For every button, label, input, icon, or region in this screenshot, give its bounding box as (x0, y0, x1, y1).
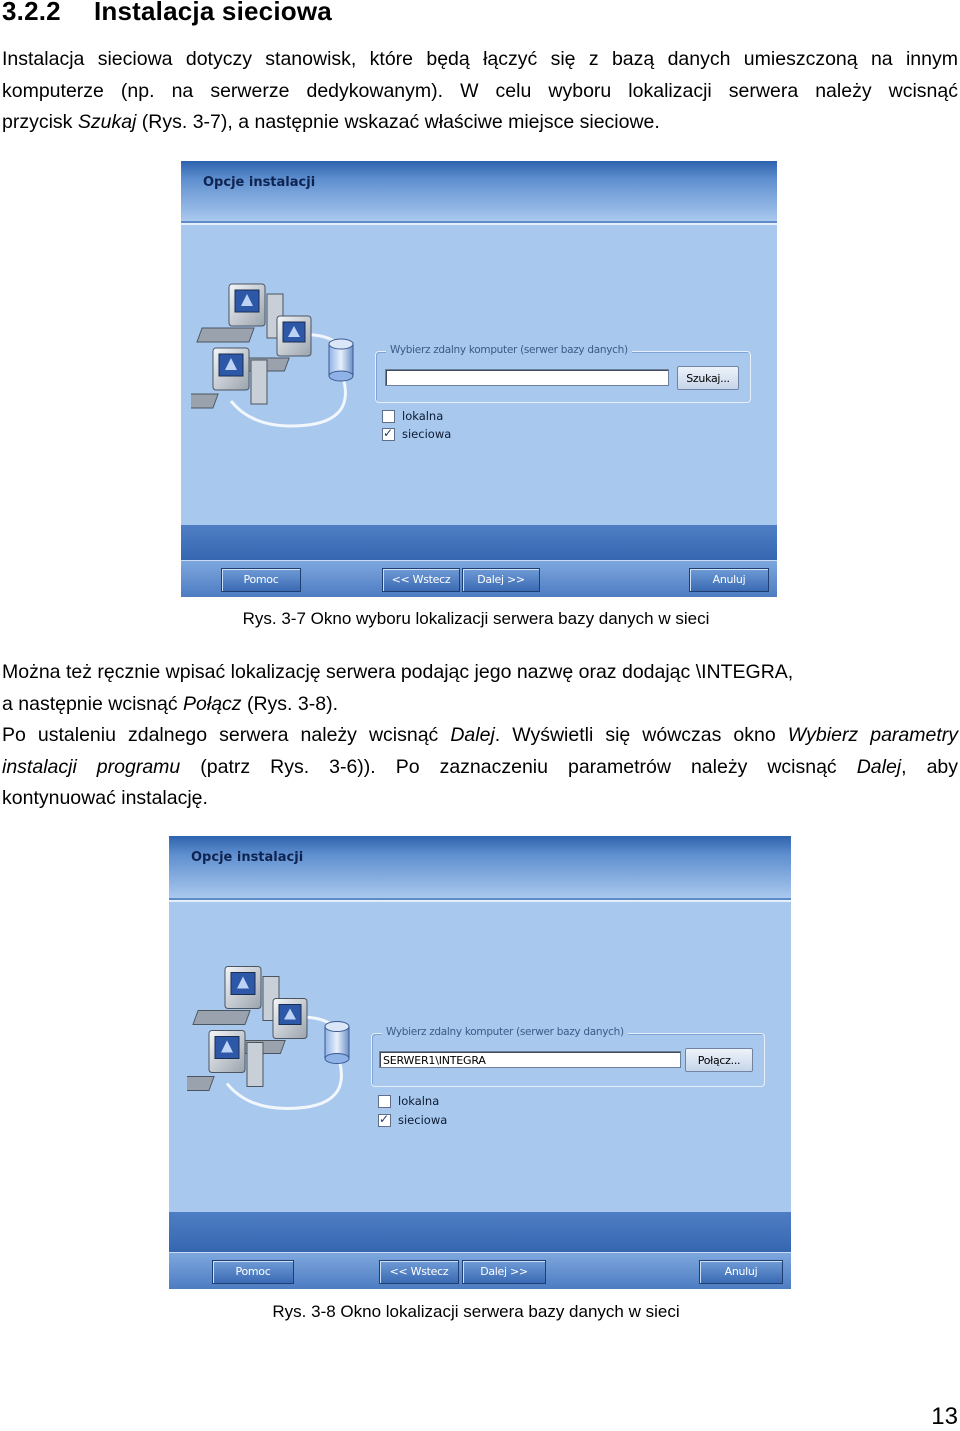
back-button[interactable]: << Wstecz (379, 1260, 459, 1284)
para2-line-1 (2, 720, 958, 752)
para2-line-2 (2, 752, 958, 784)
server-group (375, 344, 751, 403)
network-check-mark: ✓ (379, 1112, 390, 1126)
dialog-footer-band (169, 1212, 791, 1252)
intro-line-3 (2, 107, 958, 139)
dialog-button-bar (169, 1252, 791, 1289)
intro-paragraph (2, 44, 958, 139)
option-local-label: lokalna (398, 1094, 440, 1108)
page-number: 13 (931, 1403, 958, 1430)
para2-emphasis-dalej: Dalej (450, 724, 495, 746)
para1-line-1: Można też ręcznie wpisać lokalizację serwera podając jego nazwę oraz dodając \INTEGRA, (2, 661, 794, 683)
computer-1 (193, 967, 279, 1025)
dialog-button-bar (181, 560, 777, 597)
figure2-dialog (169, 836, 791, 1289)
figure2-caption: Rys. 3-8 Okno lokalizacji serwera bazy danych w sieci (272, 1302, 680, 1321)
option-network-label: sieciowa (402, 427, 452, 441)
dialog-header (169, 836, 791, 900)
computer-3 (187, 1031, 263, 1091)
intro-line-1: Instalacja sieciowa dotyczy stanowisk, które będą łączyć się z bazą danych umieszczoną na innym (2, 48, 958, 70)
para2-text: (patrz Rys. 3-6)). Po zaznaczeniu parametrów należy wcisnąć (180, 755, 857, 778)
para2-emphasis-dalej: Dalej (856, 755, 902, 778)
para2-text: . Wyświetli się wówczas okno (494, 724, 788, 746)
para2-text: Po ustaleniu zdalnego serwera należy wcisnąć (2, 724, 451, 746)
para2-text: , aby (901, 755, 959, 778)
checkbox-network[interactable] (382, 428, 395, 441)
checkbox-network[interactable] (378, 1114, 391, 1127)
server-group (371, 1026, 765, 1087)
connect-button[interactable]: Połącz... (685, 1048, 753, 1072)
para1-text: a następnie wcisnąć (2, 692, 184, 715)
back-button[interactable]: << Wstecz (382, 568, 460, 592)
checkbox-local[interactable] (382, 410, 395, 423)
computer-1 (197, 284, 283, 342)
option-local-label: lokalna (402, 409, 444, 423)
section-number: 3.2.2 (2, 0, 61, 26)
checkbox-local[interactable] (378, 1095, 391, 1108)
server-group-legend: Wybierz zdalny komputer (serwer bazy danych) (382, 1026, 628, 1038)
figure1-caption: Rys. 3-7 Okno wyboru lokalizacji serwera bazy danych w sieci (242, 609, 710, 628)
intro-line-2: komputerze (np. na serwerze dedykowanym). W celu wyboru lokalizacji serwera należy wcisnąć (2, 79, 958, 102)
para1-emphasis-polacz: Połącz (183, 692, 242, 715)
para2-emphasis-window-name: Wybierz parametry (787, 724, 958, 746)
network-computers-icon (187, 956, 367, 1126)
intro-text: przycisk (2, 111, 78, 133)
dialog-title: Opcje instalacji (203, 175, 316, 190)
dialog-title: Opcje instalacji (191, 850, 304, 865)
dialog-footer-band (181, 525, 777, 561)
section-heading (2, 0, 332, 27)
help-button[interactable]: Pomoc (221, 568, 301, 592)
intro-text: (Rys. 3-7), a następnie wskazać właściwe miejsce sieciowe. (136, 111, 660, 133)
figure1-dialog (181, 161, 777, 597)
search-button[interactable]: Szukaj... (677, 366, 739, 390)
option-network-label: sieciowa (398, 1113, 448, 1127)
computer-3 (191, 348, 267, 408)
next-button[interactable]: Dalej >> (462, 1260, 546, 1284)
help-button[interactable]: Pomoc (212, 1260, 294, 1284)
cancel-button[interactable]: Anuluj (699, 1260, 783, 1284)
next-button[interactable]: Dalej >> (462, 568, 540, 592)
para2-emphasis-window-name-cont: instalacji programu (2, 755, 181, 778)
server-input[interactable] (385, 369, 669, 386)
network-check-mark: ✓ (383, 426, 394, 440)
para2-line-3: kontynuować instalację. (2, 787, 208, 809)
para1-line-2 (2, 689, 958, 721)
section-title: Instalacja sieciowa (94, 0, 332, 26)
database-icon (329, 339, 353, 381)
database-icon (325, 1022, 349, 1064)
dialog-header (181, 161, 777, 223)
middle-paragraphs (2, 657, 958, 815)
server-input[interactable]: SERWER1\INTEGRA (379, 1051, 681, 1068)
cancel-button[interactable]: Anuluj (689, 568, 769, 592)
para1-text: (Rys. 3-8). (241, 692, 338, 715)
network-computers-icon (191, 276, 371, 441)
server-group-legend: Wybierz zdalny komputer (serwer bazy danych) (386, 344, 632, 356)
intro-emphasis-szukaj: Szukaj (77, 111, 137, 133)
